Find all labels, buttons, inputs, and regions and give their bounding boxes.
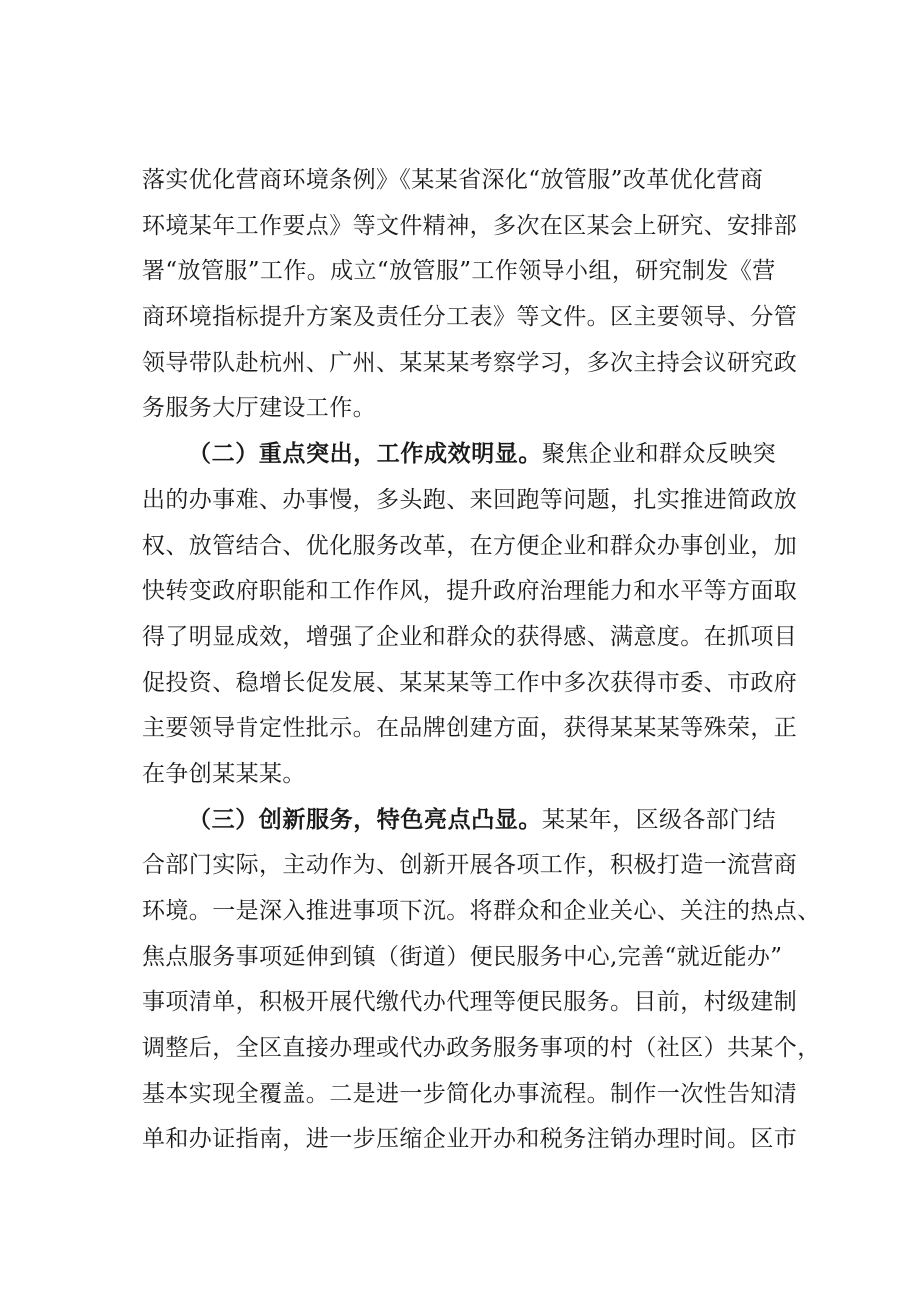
text-line: 环境某年工作要点》等文件精神，多次在区某会上研究、安排部 <box>142 212 798 239</box>
text-line: 署“放管服”工作。成立“放管服”工作领导小组，研究制发《营 <box>142 258 776 285</box>
text-line: 落实优化营商环境条例》《某某省深化“放管服”改革优化营商 <box>142 167 764 193</box>
text-line <box>142 798 802 844</box>
text-line: 在争创某某某。 <box>142 760 306 787</box>
text-line: 环境。一是深入推进事项下沉。将群众和企业关心、关注的热点、 <box>142 898 821 924</box>
text-line: 领导带队赴杭州、广州、某某某考察学习，多次主持会议研究政 <box>142 349 798 376</box>
text-line: 焦点服务事项延伸到镇（街道）便民服务中心,完善“就近能办” <box>142 943 783 970</box>
text-line: 务服务大厅建设工作。 <box>142 395 376 422</box>
text-line: 调整后，全区直接办理或代办政务服务事项的村（社区）共某个， <box>142 1035 821 1062</box>
paragraph-3 <box>142 798 821 1164</box>
paragraph-2 <box>142 432 802 798</box>
text-line: 出的办事难、办事慢，多头跑、来回跑等问题，扎实推进简政放 <box>142 486 798 513</box>
text-line: 得了明显成效，增强了企业和群众的获得感、满意度。在抓项目 <box>142 623 798 650</box>
section-heading-2: （二）重点突出，工作成效明显。 <box>188 441 542 468</box>
text-line <box>142 432 802 478</box>
section-heading-3: （三）创新服务，特色亮点凸显。 <box>188 806 542 833</box>
text-line: 权、放管结合、优化服务改革，在方便企业和群众办事创业，加 <box>142 532 798 559</box>
document-body <box>142 158 821 1163</box>
text-line: 快转变政府职能和工作作风，提升政府治理能力和水平等方面取 <box>142 578 798 605</box>
paragraph-1 <box>142 158 802 432</box>
text-line: 主要领导肯定性批示。在品牌创建方面，获得某某某等殊荣，正 <box>142 715 798 742</box>
text-fragment: 聚焦企业和群众反映突 <box>542 441 776 468</box>
text-line: 商环境指标提升方案及责任分工表》等文件。区主要领导、分管 <box>142 304 798 331</box>
text-line: 基本实现全覆盖。二是进一步简化办事流程。制作一次性告知清 <box>142 1080 798 1107</box>
text-line: 促投资、稳增长促发展、某某某等工作中多次获得市委、市政府 <box>142 669 798 696</box>
text-line: 单和办证指南，进一步压缩企业开办和税务注销办理时间。区市 <box>142 1126 798 1153</box>
text-line: 合部门实际，主动作为、创新开展各项工作，积极打造一流营商 <box>142 852 798 879</box>
text-line: 事项清单，积极开展代缴代办代理等便民服务。目前，村级建制 <box>142 989 798 1016</box>
text-fragment: 某某年，区级各部门结 <box>542 806 776 833</box>
